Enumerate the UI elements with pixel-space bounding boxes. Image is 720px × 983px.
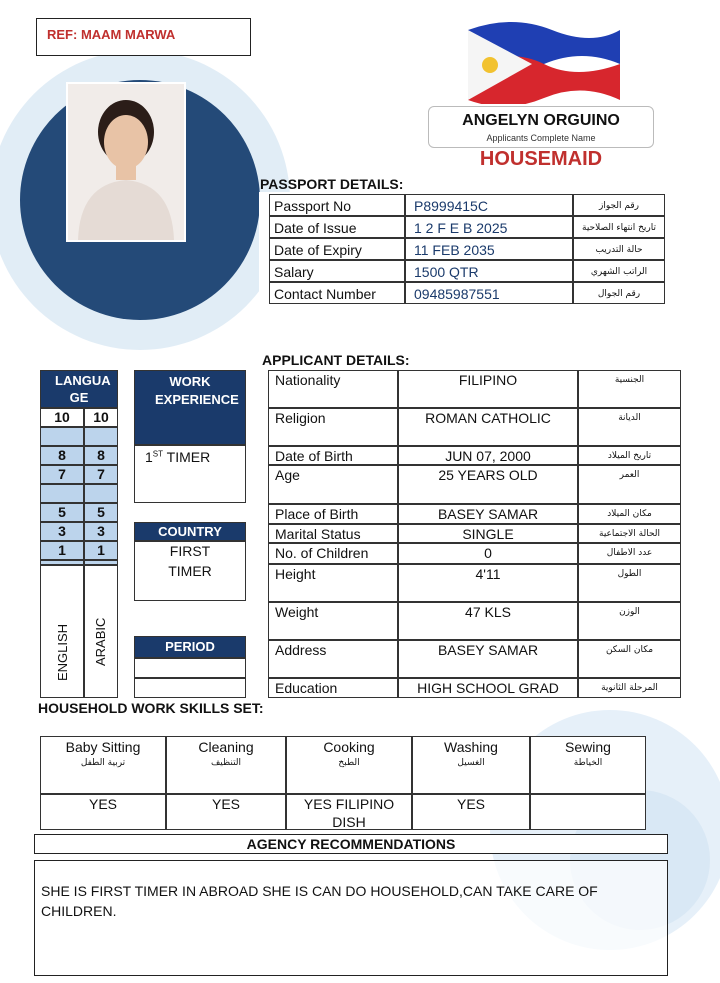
applicant-row-label: Date of Birth	[268, 446, 398, 465]
country-value-line1: FIRST	[169, 543, 211, 559]
language-arabic-label: ARABIC	[93, 617, 108, 666]
applicant-row-value: FILIPINO	[398, 370, 578, 408]
passport-row-value: 1 2 F E B 2025	[405, 216, 573, 238]
applicant-table	[268, 370, 681, 698]
recommendation-heading: AGENCY RECOMMENDATIONS	[246, 836, 456, 852]
person-silhouette-icon	[68, 84, 184, 240]
skill-label: Cooking	[323, 739, 375, 755]
period-cell-2	[134, 678, 246, 698]
skill-label: Washing	[444, 739, 498, 755]
language-arabic-score: 8	[84, 446, 118, 465]
work-header: WORK EXPERIENCE	[134, 370, 246, 445]
skill-value: YES	[40, 794, 166, 830]
recommendation-box	[34, 860, 668, 976]
passport-row-value: 09485987551	[405, 282, 573, 304]
applicant-row-arabic: المرحلة الثانوية	[578, 678, 681, 698]
passport-row-label: Date of Expiry	[269, 238, 405, 260]
applicant-name-caption: Applicants Complete Name	[486, 133, 596, 143]
applicant-row-value: 0	[398, 543, 578, 564]
language-filler-cell	[84, 484, 118, 503]
language-english-score: 8	[40, 446, 84, 465]
recommendation-heading-box	[34, 834, 668, 854]
applicant-row-label: Address	[268, 640, 398, 678]
language-filler-cell	[84, 427, 118, 446]
applicant-row-label: Marital Status	[268, 524, 398, 543]
work-section	[134, 370, 246, 698]
applicant-row-arabic: الوزن	[578, 602, 681, 640]
applicant-row-value: JUN 07, 2000	[398, 446, 578, 465]
skill-label: Baby Sitting	[65, 739, 141, 755]
applicant-row-label: Age	[268, 465, 398, 504]
applicant-row-value: 47 KLS	[398, 602, 578, 640]
skills-table	[40, 736, 646, 830]
language-header: LANGUA GE	[40, 370, 118, 408]
work-value: 1ST TIMER	[145, 449, 211, 465]
passport-row-label: Date of Issue	[269, 216, 405, 238]
passport-row-arabic: تاريخ انتهاء الصلاحية	[573, 216, 665, 238]
applicant-row-arabic: تاريخ الميلاد	[578, 446, 681, 465]
applicant-row-arabic: العمر	[578, 465, 681, 504]
language-english-score: 3	[40, 522, 84, 541]
applicant-heading: APPLICANT DETAILS:	[262, 352, 410, 368]
applicant-row-arabic: الطول	[578, 564, 681, 602]
passport-row-arabic: رقم الجوال	[573, 282, 665, 304]
philippine-flag-icon	[462, 16, 624, 104]
skill-value	[530, 794, 646, 830]
applicant-row-value: 4'11	[398, 564, 578, 602]
language-arabic-score: 3	[84, 522, 118, 541]
skill-arabic: الغسيل	[457, 758, 485, 768]
passport-row-label: Salary	[269, 260, 405, 282]
ref-text: REF: MAAM MARWA	[47, 27, 176, 42]
passport-row-label: Contact Number	[269, 282, 405, 304]
language-arabic-score: 7	[84, 465, 118, 484]
skill-value: YES FILIPINO DISH	[286, 794, 412, 830]
skill-arabic: تربية الطفل	[80, 758, 126, 768]
country-value-cell	[134, 541, 246, 601]
applicant-row-label: Weight	[268, 602, 398, 640]
applicant-row-label: Religion	[268, 408, 398, 446]
applicant-row-value: BASEY SAMAR	[398, 504, 578, 524]
skill-arabic: الخياطة	[573, 758, 603, 768]
language-english-score: 7	[40, 465, 84, 484]
language-english-score: 5	[40, 503, 84, 522]
skill-value: YES	[166, 794, 286, 830]
applicant-row-arabic: الجنسية	[578, 370, 681, 408]
applicant-row-value: SINGLE	[398, 524, 578, 543]
language-english-score: 1	[40, 541, 84, 560]
language-english-score: 10	[40, 408, 84, 427]
passport-row-label: Passport No	[269, 194, 405, 216]
applicant-row-label: Height	[268, 564, 398, 602]
applicant-photo	[66, 82, 186, 242]
applicant-row-arabic: الديانة	[578, 408, 681, 446]
applicant-row-label: No. of Children	[268, 543, 398, 564]
skill-label: Cleaning	[198, 739, 254, 755]
skill-value: YES	[412, 794, 530, 830]
applicant-row-value: ROMAN CATHOLIC	[398, 408, 578, 446]
applicant-row-value: BASEY SAMAR	[398, 640, 578, 678]
applicant-row-arabic: مكان الميلاد	[578, 504, 681, 524]
recommendation-text: SHE IS FIRST TIMER IN ABROAD SHE IS CAN DO HOUSEHOLD,CAN TAKE CARE OF CHILDREN.	[41, 883, 598, 919]
skills-heading: HOUSEHOLD WORK SKILLS SET:	[38, 700, 264, 716]
country-header: COUNTRY	[134, 522, 246, 541]
country-value-line2: TIMER	[168, 563, 212, 579]
applicant-row-label: Nationality	[268, 370, 398, 408]
name-box	[428, 106, 654, 148]
ref-box	[36, 18, 251, 56]
language-arabic-score: 10	[84, 408, 118, 427]
work-value-cell	[134, 445, 246, 503]
passport-table	[259, 192, 675, 312]
language-section	[40, 370, 118, 698]
applicant-row-arabic: مكان السكن	[578, 640, 681, 678]
skill-arabic: التنظيف	[210, 758, 242, 768]
period-header: PERIOD	[134, 636, 246, 658]
language-arabic-score: 5	[84, 503, 118, 522]
position-title: HOUSEMAID	[479, 148, 603, 170]
passport-row-arabic: حالة التدريب	[573, 238, 665, 260]
passport-row-value: P8999415C	[405, 194, 573, 216]
language-arabic-col	[84, 565, 118, 698]
applicant-row-value: 25 YEARS OLD	[398, 465, 578, 504]
language-english-col	[40, 565, 84, 698]
passport-row-value: 11 FEB 2035	[405, 238, 573, 260]
skill-arabic: الطبخ	[338, 758, 360, 768]
passport-heading: PASSPORT DETAILS:	[260, 176, 404, 192]
language-filler-cell	[40, 484, 84, 503]
skill-label: Sewing	[565, 739, 611, 755]
language-filler-cell	[40, 427, 84, 446]
period-cell-1	[134, 658, 246, 678]
language-english-label: ENGLISH	[55, 623, 70, 681]
applicant-row-arabic: عدد الاطفال	[578, 543, 681, 564]
language-arabic-score: 1	[84, 541, 118, 560]
applicant-row-arabic: الحالة الاجتماعية	[578, 524, 681, 543]
applicant-row-label: Place of Birth	[268, 504, 398, 524]
passport-row-value: 1500 QTR	[405, 260, 573, 282]
passport-row-arabic: الراتب الشهري	[573, 260, 665, 282]
applicant-name: ANGELYN ORGUINO	[462, 112, 620, 129]
passport-row-arabic: رقم الجواز	[573, 194, 665, 216]
applicant-row-value: HIGH SCHOOL GRAD	[398, 678, 578, 698]
applicant-row-label: Education	[268, 678, 398, 698]
